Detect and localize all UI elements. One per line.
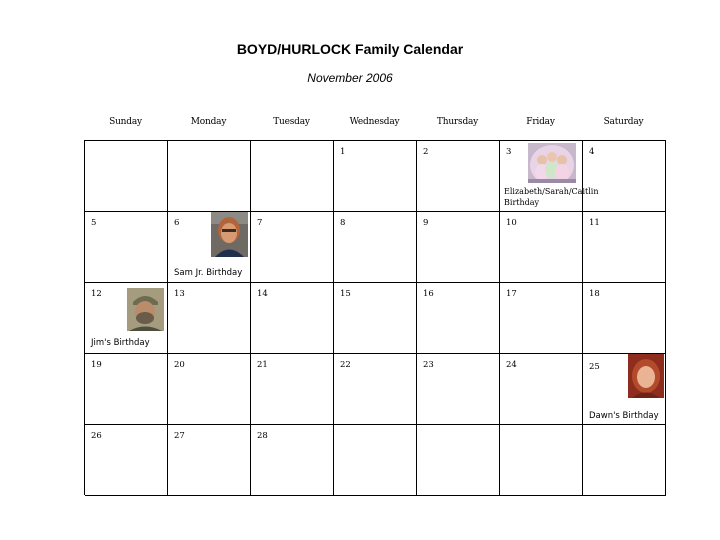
day-number: 19: [91, 360, 102, 370]
birthday-photo-jim: [127, 288, 164, 331]
calendar-cell[interactable]: [334, 141, 417, 212]
day-number: 28: [257, 431, 268, 441]
calendar-cell[interactable]: [500, 354, 583, 425]
calendar-cell[interactable]: [85, 283, 168, 354]
weekday-tuesday: Tuesday: [273, 117, 310, 127]
event-label: Dawn's Birthday: [589, 411, 659, 421]
day-number: 17: [506, 289, 517, 299]
birthday-photo-dawn: [628, 354, 664, 398]
calendar-cell[interactable]: [500, 283, 583, 354]
calendar-cell[interactable]: [500, 212, 583, 283]
day-number: 15: [340, 289, 351, 299]
weekday-monday: Monday: [190, 117, 227, 127]
birthday-photo-sam: [211, 212, 248, 257]
day-number: 7: [257, 218, 263, 228]
weekday-thursday: Thursday: [436, 117, 479, 127]
calendar-cell[interactable]: [334, 354, 417, 425]
calendar-cell-empty: [251, 141, 334, 212]
calendar-cell[interactable]: [251, 425, 334, 496]
calendar-cell-empty: [500, 425, 583, 496]
calendar-grid: [84, 140, 666, 495]
calendar-cell[interactable]: [85, 354, 168, 425]
weekday-saturday: Saturday: [603, 117, 644, 127]
day-number: 24: [506, 360, 517, 370]
day-number: 18: [589, 289, 600, 299]
calendar-cell[interactable]: [85, 212, 168, 283]
event-label: Sam Jr. Birthday: [174, 268, 243, 278]
day-number: 25: [589, 362, 600, 372]
calendar-cell[interactable]: [168, 212, 251, 283]
day-number: 21: [257, 360, 268, 370]
calendar-cell-empty: [85, 141, 168, 212]
calendar-cell[interactable]: [85, 425, 168, 496]
calendar-cell[interactable]: [417, 354, 500, 425]
event-label: Jim's Birthday: [91, 338, 150, 348]
day-number: 11: [589, 218, 600, 228]
day-number: 5: [91, 218, 97, 228]
birthday-photo-triplets: [528, 143, 576, 183]
weekday-sunday: Sunday: [109, 117, 142, 127]
calendar-cell[interactable]: [251, 283, 334, 354]
calendar-cell[interactable]: [417, 212, 500, 283]
calendar-cell[interactable]: [417, 141, 500, 212]
day-number: 4: [589, 147, 595, 157]
calendar-cell[interactable]: [583, 354, 666, 425]
calendar-cell[interactable]: [168, 354, 251, 425]
calendar-cell[interactable]: [168, 425, 251, 496]
calendar-cell[interactable]: [251, 354, 334, 425]
day-number: 8: [340, 218, 346, 228]
calendar-cell[interactable]: [583, 141, 666, 212]
day-number: 20: [174, 360, 185, 370]
day-number: 22: [340, 360, 351, 370]
calendar-cell[interactable]: [500, 141, 599, 212]
day-number: 9: [423, 218, 429, 228]
month-subtitle: November 2006: [307, 71, 393, 85]
calendar-cell[interactable]: [334, 283, 417, 354]
day-number: 2: [423, 147, 429, 157]
day-number: 27: [174, 431, 185, 441]
day-number: 10: [506, 218, 517, 228]
day-number: 26: [91, 431, 102, 441]
calendar-cell-empty: [334, 425, 417, 496]
calendar-cell[interactable]: [251, 212, 334, 283]
calendar-cell[interactable]: [417, 283, 500, 354]
calendar-cell-empty: [417, 425, 500, 496]
day-number: 16: [423, 289, 434, 299]
calendar-cell-empty: [583, 425, 666, 496]
day-number: 6: [174, 218, 180, 228]
weekday-wednesday: Wednesday: [349, 117, 400, 127]
day-number: 12: [91, 289, 102, 299]
calendar-cell[interactable]: [583, 283, 666, 354]
day-number: 14: [257, 289, 268, 299]
calendar-cell[interactable]: [168, 283, 251, 354]
day-number: 13: [174, 289, 185, 299]
calendar-cell-empty: [168, 141, 251, 212]
day-number: 3: [506, 147, 512, 157]
calendar-cell[interactable]: [583, 212, 666, 283]
weekday-friday: Friday: [526, 117, 555, 127]
day-number: 1: [340, 147, 346, 157]
day-number: 23: [423, 360, 434, 370]
calendar-cell[interactable]: [334, 212, 417, 283]
page-title: BOYD/HURLOCK Family Calendar: [236, 41, 464, 57]
event-label: Elizabeth/Sarah/Caitlin Birthday: [504, 187, 599, 207]
